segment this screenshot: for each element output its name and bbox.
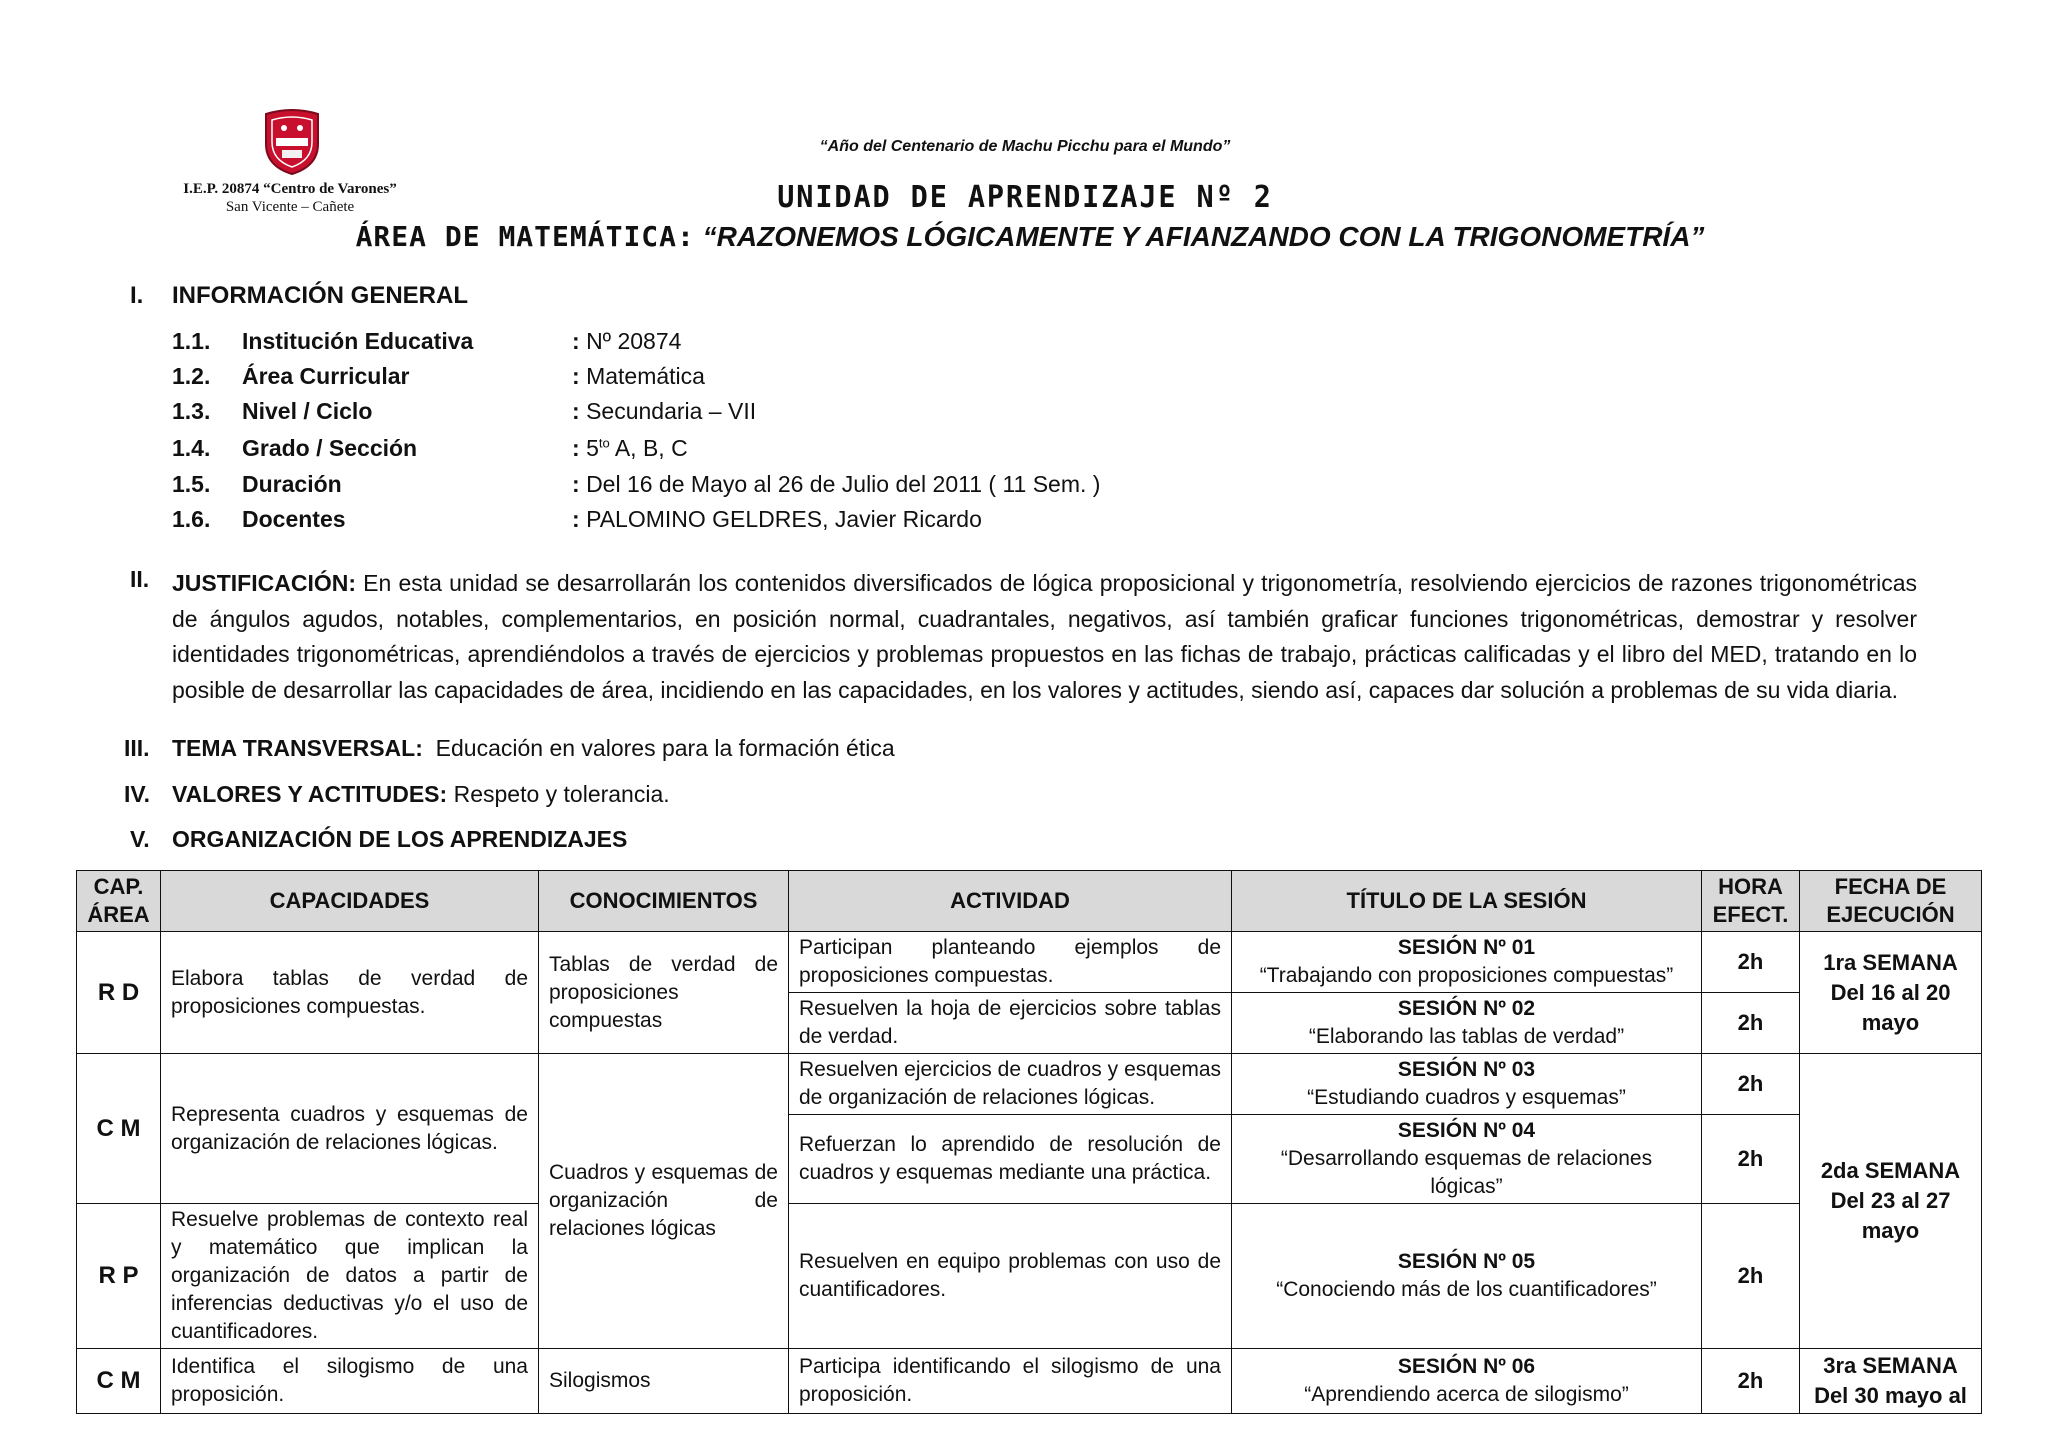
session-title-cell: SESIÓN Nº 03 “Estudiando cuadros y esquemas” (1232, 1054, 1702, 1115)
actividad-cell: Resuelven en equipo problemas con uso de cuantificadores. (789, 1204, 1232, 1349)
info-row-grade (172, 435, 1272, 469)
hours-cell: 2h (1702, 932, 1800, 993)
info-value: : PALOMINO GELDRES, Javier Ricardo (572, 506, 982, 532)
session-title-cell: SESIÓN Nº 02 “Elaborando las tablas de verdad” (1232, 993, 1702, 1054)
area-label: ÁREA DE MATEMÁTICA: (355, 220, 695, 253)
date-cell: 2da SEMANA Del 23 al 27 mayo (1800, 1054, 1982, 1349)
area-title: “RAZONEMOS LÓGICAMENTE Y AFIANZANDO CON LA TRIGONOMETRÍA” (702, 221, 1705, 252)
cap-area-cell: C M (77, 1349, 161, 1414)
header-fecha: FECHA DE EJECUCIÓN (1800, 871, 1982, 932)
header-capacidades: CAPACIDADES (161, 871, 539, 932)
section-4-title: VALORES Y ACTITUDES: (172, 781, 448, 807)
section-3-number: III. (124, 735, 150, 761)
session-title-cell: SESIÓN Nº 01 “Trabajando con proposiciones compuestas” (1232, 932, 1702, 993)
section-4-number: IV. (124, 781, 151, 807)
unit-title: UNIDAD DE APRENDIZAJE Nº 2 (777, 180, 1273, 215)
date-cell: 3ra SEMANA Del 30 mayo al (1800, 1349, 1982, 1414)
hours-cell: 2h (1702, 1115, 1800, 1204)
info-num: 1.6. (172, 506, 211, 532)
capacidad-cell: Identifica el silogismo de una proposición. (161, 1349, 539, 1414)
conocimiento-cell: Silogismos (539, 1349, 789, 1414)
header-actividad: ACTIVIDAD (789, 871, 1232, 932)
section-2-title: JUSTIFICACIÓN: (172, 570, 356, 596)
actividad-cell: Resuelven la hoja de ejercicios sobre tablas de verdad. (789, 993, 1232, 1054)
table-row (77, 1054, 1982, 1115)
info-row-level (172, 398, 1272, 432)
info-num: 1.4. (172, 435, 211, 461)
section-5-title: ORGANIZACIÓN DE LOS APRENDIZAJES (172, 826, 628, 852)
info-row-institution (172, 328, 1272, 362)
learning-organization-table (76, 870, 1982, 1414)
info-row-area (172, 363, 1272, 397)
cap-area-cell: R P (77, 1204, 161, 1349)
info-value: : Del 16 de Mayo al 26 de Julio del 2011 ( 11 Sem. ) (572, 471, 1101, 497)
section-2-number: II. (130, 566, 150, 592)
section-4-text: Respeto y tolerancia. (453, 781, 670, 807)
info-label: Área Curricular (242, 363, 410, 389)
table-row (77, 1204, 1982, 1349)
section-5-number: V. (130, 826, 150, 852)
section-3-line (172, 735, 895, 762)
actividad-cell: Participa identificando el silogismo de una proposición. (789, 1349, 1232, 1414)
section-1-number: I. (130, 282, 144, 309)
table-header-row (77, 871, 1982, 932)
date-cell: 1ra SEMANA Del 16 al 20 mayo (1800, 932, 1982, 1054)
school-name: I.E.P. 20874 “Centro de Varones” (183, 181, 397, 197)
actividad-cell: Participan planteando ejemplos de proposiciones compuestas. (789, 932, 1232, 993)
header-hora: HORA EFECT. (1702, 871, 1800, 932)
actividad-cell: Resuelven ejercicios de cuadros y esquemas de organización de relaciones lógicas. (789, 1054, 1232, 1115)
info-value: : Matemática (572, 363, 705, 389)
school-crest-icon (262, 108, 322, 176)
capacidad-cell: Elabora tablas de verdad de proposiciones compuestas. (161, 932, 539, 1054)
header-cap-area: CAP. ÁREA (77, 871, 161, 932)
section-3-text: Educación en valores para la formación ética (435, 735, 895, 761)
justification-paragraph (172, 566, 1917, 708)
info-label: Docentes (242, 506, 346, 532)
area-line (120, 220, 1940, 253)
info-row-duration (172, 471, 1272, 505)
capacidad-cell: Resuelve problemas de contexto real y matemático que implican la organización de datos a partir de inferencias deductivas y/o el uso de cuantificadores. (161, 1204, 539, 1349)
info-num: 1.3. (172, 398, 211, 424)
cap-area-cell: R D (77, 932, 161, 1054)
section-3-title: TEMA TRANSVERSAL: (172, 735, 423, 761)
hours-cell: 2h (1702, 993, 1800, 1054)
school-place: San Vicente – Cañete (225, 199, 355, 215)
info-value: : Secundaria – VII (572, 398, 757, 424)
capacidad-cell: Representa cuadros y esquemas de organización de relaciones lógicas. (161, 1054, 539, 1204)
table-row (77, 932, 1982, 993)
cap-area-cell: C M (77, 1054, 161, 1204)
info-row-teachers (172, 506, 1272, 540)
justification-text: En esta unidad se desarrollarán los contenidos diversificados de lógica proposicional y trigonometría, resolviendo ejercicios de razones trigonométricas de ángulos agudos, notables, complementarios, en posición normal, cuadrantales, negativos, así también graficar funciones trigonométricas, demostrar y resolver identidades trigonométricas, aprendiéndolos a través de ejercicios y problemas propuestos en las fichas de trabajo, prácticas calificadas y el libro del MED, tratando en lo posible de desarrollar las capacidades de área, incidiendo en las capacidades, en los valores y actitudes, siendo así, capaces dar solución a problemas de su vida diaria. (172, 570, 1917, 703)
header-titulo-sesion: TÍTULO DE LA SESIÓN (1232, 871, 1702, 932)
section-1-title: INFORMACIÓN GENERAL (172, 282, 468, 309)
info-value: : $5^{to}$ A, B, C (572, 435, 688, 461)
info-label: Grado / Sección (242, 435, 418, 461)
session-title-cell: SESIÓN Nº 06 “Aprendiendo acerca de silogismo” (1232, 1349, 1702, 1414)
info-value: : Nº 20874 (572, 328, 682, 354)
session-title-cell: SESIÓN Nº 04 “Desarrollando esquemas de relaciones lógicas” (1232, 1115, 1702, 1204)
info-label: Nivel / Ciclo (242, 398, 373, 424)
info-num: 1.5. (172, 471, 211, 497)
info-label: Duración (242, 471, 342, 497)
info-num: 1.1. (172, 328, 211, 354)
conocimiento-cell: Tablas de verdad de proposiciones compuestas (539, 932, 789, 1054)
session-title-cell: SESIÓN Nº 05 “Conociendo más de los cuantificadores” (1232, 1204, 1702, 1349)
section-4-line (172, 781, 670, 808)
conocimiento-cell: Cuadros y esquemas de organización de relaciones lógicas (539, 1054, 789, 1349)
actividad-cell: Refuerzan lo aprendido de resolución de cuadros y esquemas mediante una práctica. (789, 1115, 1232, 1204)
info-label: Institución Educativa (242, 328, 474, 354)
info-num: 1.2. (172, 363, 211, 389)
year-motto: “Año del Centenario de Machu Picchu para el Mundo” (819, 138, 1231, 155)
header-conocimientos: CONOCIMIENTOS (539, 871, 789, 932)
hours-cell: 2h (1702, 1204, 1800, 1349)
table-row (77, 1349, 1982, 1414)
hours-cell: 2h (1702, 1349, 1800, 1414)
hours-cell: 2h (1702, 1054, 1800, 1115)
